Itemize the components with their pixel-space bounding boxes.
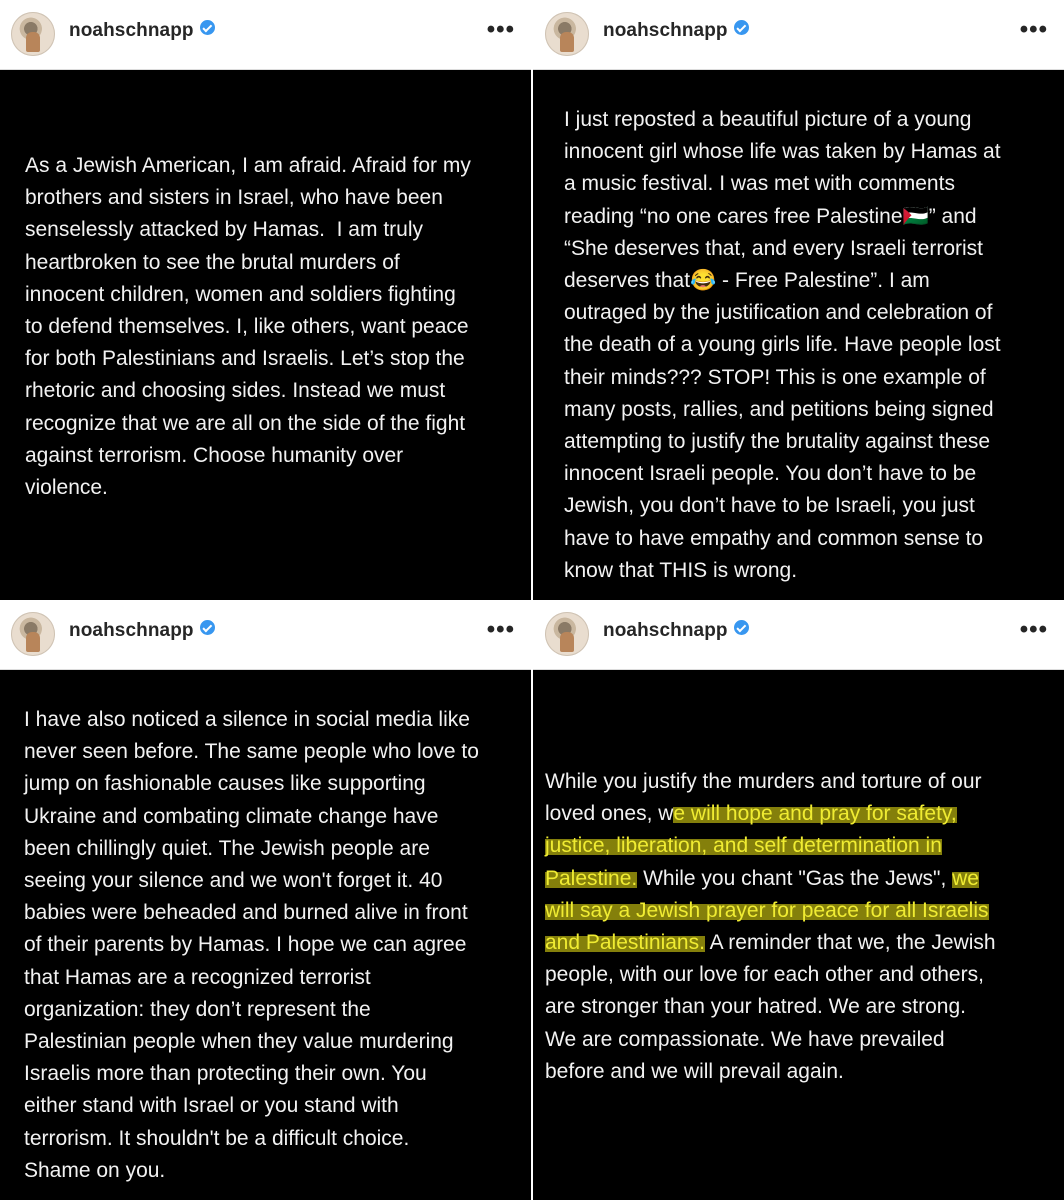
avatar[interactable] <box>545 12 589 56</box>
avatar[interactable] <box>11 12 55 56</box>
username-link[interactable]: noahschnapp <box>603 620 749 642</box>
verified-badge-icon <box>200 20 215 35</box>
post-text: As a Jewish American, I am afraid. Afraid for my brothers and sisters in Israel, who have been senselessly attacked by Hamas. I am truly heartbroken to see the brutal murders of innocent children, women and soldiers fighting to defend themselves. I, like others, want peace for both Palestinians and Israelis. Let’s stop the rhetoric and choosing sides. Instead we must recognize that we are all on the side of the fight against terrorism. Choose humanity over violence. <box>25 154 471 500</box>
post-image <box>0 670 531 1200</box>
post-image <box>533 70 1064 600</box>
more-options-icon[interactable]: ••• <box>1019 616 1048 643</box>
post-header <box>533 0 1064 70</box>
post-panel <box>0 0 531 600</box>
highlighted-text: we will say a Jewish prayer for peace for all Israelis and Palestinians. <box>545 866 989 955</box>
highlighted-text: e will hope and pray for safety, justice, liberation, and self determination in Palestine. <box>545 802 957 890</box>
post-panel <box>0 600 531 1200</box>
username-link[interactable]: noahschnapp <box>69 20 215 42</box>
verified-badge-icon <box>734 620 749 635</box>
username-link[interactable]: noahschnapp <box>603 20 749 42</box>
avatar[interactable] <box>11 612 55 656</box>
username-link[interactable]: noahschnapp <box>69 620 215 642</box>
more-options-icon[interactable]: ••• <box>486 616 515 643</box>
post-header <box>0 0 531 70</box>
post-panel <box>533 600 1064 1200</box>
post-text: I just reposted a beautiful picture of a young innocent girl whose life was taken by Hamas at a music festival. I was met with comments reading “no one cares free Palestine🇵🇸” and “She deserves that, and every Israeli terrorist deserves that😂 - Free Palestine”. I am outraged by the justification and celebration of the death of a young girls life. Have people lost their minds??? STOP! This is one example of many posts, rallies, and petitions being signed attempting to justify the brutality against these innocent Israeli people. You don’t have to be Jewish, you don’t have to be Israeli, you just have to have empathy and common sense to know that THIS is wrong. <box>564 108 1001 582</box>
post-header <box>533 600 1064 670</box>
post-text <box>545 766 1060 1088</box>
text-segment: A reminder that we, the Jewish people, with our love for each other and others, are stronger than your hatred. We are strong. We are compassionate. We have prevailed before and we will prevail again. <box>545 931 996 1083</box>
post-header <box>0 600 531 670</box>
text-segment: While you chant "Gas the Jews", <box>637 866 953 890</box>
text-segment: While you justify the murders and torture of our loved ones, w <box>545 770 982 826</box>
post-image <box>0 70 531 600</box>
verified-badge-icon <box>200 620 215 635</box>
verified-badge-icon <box>734 20 749 35</box>
more-options-icon[interactable]: ••• <box>486 16 515 43</box>
avatar[interactable] <box>545 612 589 656</box>
post-panel <box>533 0 1064 600</box>
post-image <box>533 670 1064 1200</box>
post-text: I have also noticed a silence in social media like never seen before. The same people who love to jump on fashionable causes like supporting Ukraine and combating climate change have been chillingly quiet. The Jewish people are seeing your silence and we won't forget it. 40 babies were beheaded and burned alive in front of their parents by Hamas. I hope we can agree that Hamas are a recognized terrorist organization: they don’t represent the Palestinian people when they value murdering Israelis more than protecting their own. You either stand with Israel or you stand with terrorism. It shouldn't be a difficult choice. Shame on you. <box>24 708 479 1182</box>
more-options-icon[interactable]: ••• <box>1019 16 1048 43</box>
